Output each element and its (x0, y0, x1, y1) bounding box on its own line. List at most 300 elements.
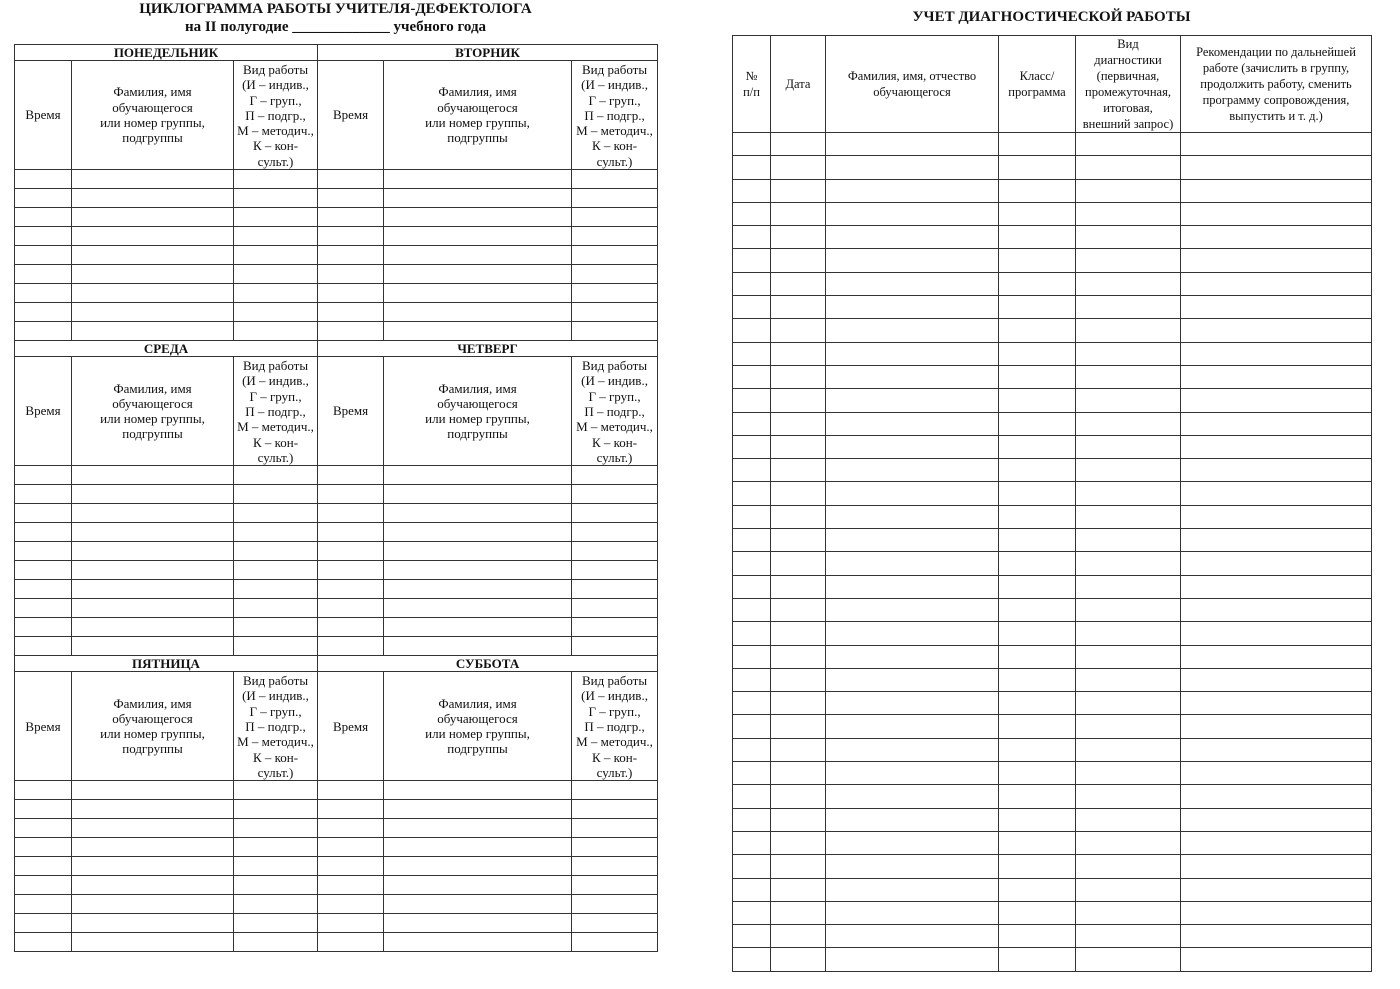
schedule-entry-cell[interactable] (572, 914, 658, 933)
schedule-entry-cell[interactable] (318, 466, 384, 485)
diagnostics-entry-cell[interactable] (771, 738, 826, 761)
schedule-entry-cell[interactable] (15, 637, 72, 656)
diagnostics-entry-cell[interactable] (1076, 575, 1181, 598)
schedule-entry-cell[interactable] (318, 246, 384, 265)
schedule-entry-cell[interactable] (384, 523, 572, 542)
schedule-entry-cell[interactable] (72, 208, 234, 227)
schedule-entry-cell[interactable] (15, 561, 72, 580)
schedule-entry-cell[interactable] (572, 819, 658, 838)
schedule-entry-cell[interactable] (572, 265, 658, 284)
diagnostics-entry-cell[interactable] (733, 319, 771, 342)
diagnostics-entry-cell[interactable] (1181, 342, 1372, 365)
diagnostics-entry-cell[interactable] (826, 715, 999, 738)
diagnostics-entry-cell[interactable] (733, 855, 771, 878)
diagnostics-entry-cell[interactable] (733, 296, 771, 319)
diagnostics-entry-cell[interactable] (771, 668, 826, 691)
diagnostics-entry-cell[interactable] (771, 202, 826, 225)
schedule-entry-cell[interactable] (318, 265, 384, 284)
diagnostics-entry-cell[interactable] (1181, 738, 1372, 761)
diagnostics-entry-cell[interactable] (733, 505, 771, 528)
schedule-entry-cell[interactable] (234, 781, 318, 800)
diagnostics-entry-cell[interactable] (826, 272, 999, 295)
schedule-entry-cell[interactable] (15, 208, 72, 227)
schedule-entry-cell[interactable] (72, 561, 234, 580)
diagnostics-entry-cell[interactable] (733, 156, 771, 179)
schedule-entry-cell[interactable] (72, 542, 234, 561)
diagnostics-entry-cell[interactable] (826, 179, 999, 202)
schedule-entry-cell[interactable] (234, 618, 318, 637)
schedule-entry-cell[interactable] (572, 637, 658, 656)
schedule-entry-cell[interactable] (572, 800, 658, 819)
diagnostics-entry-cell[interactable] (771, 715, 826, 738)
diagnostics-entry-cell[interactable] (1076, 785, 1181, 808)
schedule-entry-cell[interactable] (572, 485, 658, 504)
diagnostics-entry-cell[interactable] (999, 156, 1076, 179)
diagnostics-entry-cell[interactable] (999, 133, 1076, 156)
diagnostics-entry-cell[interactable] (733, 948, 771, 971)
schedule-entry-cell[interactable] (234, 819, 318, 838)
diagnostics-entry-cell[interactable] (826, 412, 999, 435)
schedule-entry-cell[interactable] (15, 542, 72, 561)
schedule-entry-cell[interactable] (72, 303, 234, 322)
diagnostics-entry-cell[interactable] (733, 272, 771, 295)
schedule-entry-cell[interactable] (234, 800, 318, 819)
schedule-entry-cell[interactable] (318, 781, 384, 800)
diagnostics-entry-cell[interactable] (999, 598, 1076, 621)
diagnostics-entry-cell[interactable] (733, 901, 771, 924)
schedule-entry-cell[interactable] (234, 284, 318, 303)
diagnostics-entry-cell[interactable] (999, 552, 1076, 575)
schedule-entry-cell[interactable] (572, 561, 658, 580)
schedule-entry-cell[interactable] (318, 876, 384, 895)
schedule-entry-cell[interactable] (72, 781, 234, 800)
diagnostics-entry-cell[interactable] (1181, 831, 1372, 854)
diagnostics-entry-cell[interactable] (826, 133, 999, 156)
diagnostics-entry-cell[interactable] (771, 342, 826, 365)
diagnostics-entry-cell[interactable] (771, 925, 826, 948)
diagnostics-entry-cell[interactable] (1181, 785, 1372, 808)
schedule-entry-cell[interactable] (72, 246, 234, 265)
schedule-entry-cell[interactable] (572, 838, 658, 857)
diagnostics-entry-cell[interactable] (1181, 552, 1372, 575)
diagnostics-entry-cell[interactable] (733, 226, 771, 249)
diagnostics-entry-cell[interactable] (771, 459, 826, 482)
diagnostics-entry-cell[interactable] (999, 948, 1076, 971)
diagnostics-entry-cell[interactable] (771, 435, 826, 458)
schedule-entry-cell[interactable] (72, 637, 234, 656)
schedule-entry-cell[interactable] (572, 189, 658, 208)
diagnostics-entry-cell[interactable] (999, 296, 1076, 319)
schedule-entry-cell[interactable] (384, 189, 572, 208)
diagnostics-entry-cell[interactable] (1181, 412, 1372, 435)
diagnostics-entry-cell[interactable] (771, 133, 826, 156)
schedule-entry-cell[interactable] (15, 800, 72, 819)
diagnostics-entry-cell[interactable] (999, 762, 1076, 785)
diagnostics-entry-cell[interactable] (1181, 948, 1372, 971)
diagnostics-entry-cell[interactable] (826, 342, 999, 365)
schedule-entry-cell[interactable] (318, 914, 384, 933)
schedule-entry-cell[interactable] (318, 303, 384, 322)
schedule-entry-cell[interactable] (234, 523, 318, 542)
diagnostics-entry-cell[interactable] (1181, 855, 1372, 878)
schedule-entry-cell[interactable] (72, 876, 234, 895)
schedule-entry-cell[interactable] (572, 933, 658, 952)
diagnostics-entry-cell[interactable] (771, 855, 826, 878)
schedule-entry-cell[interactable] (384, 561, 572, 580)
schedule-entry-cell[interactable] (234, 914, 318, 933)
diagnostics-entry-cell[interactable] (999, 692, 1076, 715)
schedule-entry-cell[interactable] (15, 599, 72, 618)
diagnostics-entry-cell[interactable] (1076, 715, 1181, 738)
schedule-entry-cell[interactable] (572, 580, 658, 599)
diagnostics-entry-cell[interactable] (733, 715, 771, 738)
diagnostics-entry-cell[interactable] (1181, 925, 1372, 948)
diagnostics-entry-cell[interactable] (1181, 668, 1372, 691)
schedule-entry-cell[interactable] (72, 227, 234, 246)
diagnostics-entry-cell[interactable] (1076, 435, 1181, 458)
schedule-entry-cell[interactable] (318, 580, 384, 599)
schedule-entry-cell[interactable] (15, 914, 72, 933)
schedule-entry-cell[interactable] (572, 246, 658, 265)
diagnostics-entry-cell[interactable] (1181, 715, 1372, 738)
schedule-entry-cell[interactable] (384, 485, 572, 504)
schedule-entry-cell[interactable] (72, 857, 234, 876)
diagnostics-entry-cell[interactable] (1076, 878, 1181, 901)
diagnostics-entry-cell[interactable] (826, 668, 999, 691)
diagnostics-entry-cell[interactable] (1181, 179, 1372, 202)
diagnostics-entry-cell[interactable] (1076, 668, 1181, 691)
diagnostics-entry-cell[interactable] (771, 272, 826, 295)
schedule-entry-cell[interactable] (318, 838, 384, 857)
diagnostics-entry-cell[interactable] (771, 901, 826, 924)
diagnostics-entry-cell[interactable] (733, 179, 771, 202)
diagnostics-entry-cell[interactable] (826, 598, 999, 621)
schedule-entry-cell[interactable] (384, 857, 572, 876)
schedule-entry-cell[interactable] (572, 523, 658, 542)
schedule-entry-cell[interactable] (572, 322, 658, 341)
diagnostics-entry-cell[interactable] (999, 715, 1076, 738)
schedule-entry-cell[interactable] (72, 504, 234, 523)
schedule-entry-cell[interactable] (318, 637, 384, 656)
diagnostics-entry-cell[interactable] (1181, 762, 1372, 785)
schedule-entry-cell[interactable] (234, 838, 318, 857)
schedule-entry-cell[interactable] (318, 819, 384, 838)
schedule-entry-cell[interactable] (384, 227, 572, 246)
diagnostics-entry-cell[interactable] (733, 762, 771, 785)
diagnostics-entry-cell[interactable] (826, 925, 999, 948)
diagnostics-entry-cell[interactable] (771, 831, 826, 854)
schedule-entry-cell[interactable] (384, 542, 572, 561)
diagnostics-entry-cell[interactable] (1076, 459, 1181, 482)
schedule-entry-cell[interactable] (384, 322, 572, 341)
diagnostics-entry-cell[interactable] (771, 575, 826, 598)
diagnostics-entry-cell[interactable] (999, 901, 1076, 924)
schedule-entry-cell[interactable] (15, 819, 72, 838)
diagnostics-entry-cell[interactable] (733, 529, 771, 552)
schedule-entry-cell[interactable] (72, 819, 234, 838)
diagnostics-entry-cell[interactable] (771, 389, 826, 412)
diagnostics-entry-cell[interactable] (1076, 831, 1181, 854)
diagnostics-entry-cell[interactable] (1076, 319, 1181, 342)
diagnostics-entry-cell[interactable] (1181, 878, 1372, 901)
schedule-entry-cell[interactable] (234, 466, 318, 485)
schedule-entry-cell[interactable] (15, 170, 72, 189)
diagnostics-entry-cell[interactable] (771, 156, 826, 179)
diagnostics-entry-cell[interactable] (1076, 179, 1181, 202)
schedule-entry-cell[interactable] (572, 208, 658, 227)
schedule-entry-cell[interactable] (384, 466, 572, 485)
schedule-entry-cell[interactable] (72, 914, 234, 933)
schedule-entry-cell[interactable] (384, 265, 572, 284)
schedule-entry-cell[interactable] (15, 246, 72, 265)
diagnostics-entry-cell[interactable] (999, 808, 1076, 831)
schedule-entry-cell[interactable] (15, 284, 72, 303)
diagnostics-entry-cell[interactable] (999, 622, 1076, 645)
diagnostics-entry-cell[interactable] (1181, 202, 1372, 225)
diagnostics-entry-cell[interactable] (733, 482, 771, 505)
diagnostics-entry-cell[interactable] (733, 808, 771, 831)
diagnostics-entry-cell[interactable] (733, 133, 771, 156)
diagnostics-entry-cell[interactable] (733, 645, 771, 668)
schedule-entry-cell[interactable] (15, 857, 72, 876)
diagnostics-entry-cell[interactable] (826, 435, 999, 458)
schedule-entry-cell[interactable] (318, 523, 384, 542)
schedule-entry-cell[interactable] (15, 303, 72, 322)
diagnostics-entry-cell[interactable] (1076, 226, 1181, 249)
schedule-entry-cell[interactable] (234, 895, 318, 914)
schedule-entry-cell[interactable] (572, 170, 658, 189)
diagnostics-entry-cell[interactable] (999, 668, 1076, 691)
schedule-entry-cell[interactable] (572, 542, 658, 561)
diagnostics-entry-cell[interactable] (1181, 529, 1372, 552)
diagnostics-entry-cell[interactable] (826, 738, 999, 761)
schedule-entry-cell[interactable] (72, 895, 234, 914)
schedule-entry-cell[interactable] (384, 781, 572, 800)
schedule-entry-cell[interactable] (72, 284, 234, 303)
diagnostics-entry-cell[interactable] (826, 692, 999, 715)
diagnostics-entry-cell[interactable] (733, 202, 771, 225)
schedule-entry-cell[interactable] (15, 504, 72, 523)
diagnostics-entry-cell[interactable] (733, 459, 771, 482)
diagnostics-entry-cell[interactable] (1181, 692, 1372, 715)
schedule-entry-cell[interactable] (15, 189, 72, 208)
schedule-entry-cell[interactable] (15, 781, 72, 800)
diagnostics-entry-cell[interactable] (733, 785, 771, 808)
schedule-entry-cell[interactable] (15, 523, 72, 542)
diagnostics-entry-cell[interactable] (826, 226, 999, 249)
schedule-entry-cell[interactable] (318, 895, 384, 914)
schedule-entry-cell[interactable] (72, 933, 234, 952)
schedule-entry-cell[interactable] (318, 227, 384, 246)
schedule-entry-cell[interactable] (318, 504, 384, 523)
schedule-entry-cell[interactable] (234, 542, 318, 561)
diagnostics-entry-cell[interactable] (999, 319, 1076, 342)
schedule-entry-cell[interactable] (15, 466, 72, 485)
schedule-entry-cell[interactable] (15, 322, 72, 341)
schedule-entry-cell[interactable] (72, 618, 234, 637)
diagnostics-entry-cell[interactable] (733, 598, 771, 621)
diagnostics-entry-cell[interactable] (1181, 575, 1372, 598)
schedule-entry-cell[interactable] (15, 485, 72, 504)
diagnostics-entry-cell[interactable] (1076, 272, 1181, 295)
diagnostics-entry-cell[interactable] (771, 319, 826, 342)
schedule-entry-cell[interactable] (15, 838, 72, 857)
diagnostics-entry-cell[interactable] (1076, 622, 1181, 645)
schedule-entry-cell[interactable] (318, 284, 384, 303)
diagnostics-entry-cell[interactable] (826, 202, 999, 225)
diagnostics-entry-cell[interactable] (733, 342, 771, 365)
schedule-entry-cell[interactable] (72, 466, 234, 485)
schedule-entry-cell[interactable] (72, 322, 234, 341)
schedule-entry-cell[interactable] (572, 303, 658, 322)
schedule-entry-cell[interactable] (318, 322, 384, 341)
diagnostics-entry-cell[interactable] (733, 575, 771, 598)
schedule-entry-cell[interactable] (72, 838, 234, 857)
diagnostics-entry-cell[interactable] (771, 645, 826, 668)
diagnostics-entry-cell[interactable] (1076, 412, 1181, 435)
diagnostics-entry-cell[interactable] (826, 505, 999, 528)
diagnostics-entry-cell[interactable] (1076, 901, 1181, 924)
schedule-entry-cell[interactable] (384, 303, 572, 322)
diagnostics-entry-cell[interactable] (1076, 552, 1181, 575)
diagnostics-entry-cell[interactable] (1076, 738, 1181, 761)
diagnostics-entry-cell[interactable] (999, 389, 1076, 412)
diagnostics-entry-cell[interactable] (1076, 692, 1181, 715)
schedule-entry-cell[interactable] (318, 599, 384, 618)
schedule-entry-cell[interactable] (234, 227, 318, 246)
schedule-entry-cell[interactable] (384, 876, 572, 895)
diagnostics-entry-cell[interactable] (771, 598, 826, 621)
schedule-entry-cell[interactable] (72, 800, 234, 819)
schedule-entry-cell[interactable] (572, 599, 658, 618)
diagnostics-entry-cell[interactable] (771, 762, 826, 785)
diagnostics-entry-cell[interactable] (999, 226, 1076, 249)
diagnostics-entry-cell[interactable] (826, 575, 999, 598)
diagnostics-entry-cell[interactable] (771, 948, 826, 971)
schedule-entry-cell[interactable] (234, 265, 318, 284)
schedule-entry-cell[interactable] (234, 857, 318, 876)
diagnostics-entry-cell[interactable] (733, 365, 771, 388)
schedule-entry-cell[interactable] (72, 189, 234, 208)
schedule-entry-cell[interactable] (572, 857, 658, 876)
schedule-entry-cell[interactable] (15, 265, 72, 284)
diagnostics-entry-cell[interactable] (999, 272, 1076, 295)
diagnostics-entry-cell[interactable] (733, 389, 771, 412)
diagnostics-entry-cell[interactable] (1181, 598, 1372, 621)
schedule-entry-cell[interactable] (234, 208, 318, 227)
diagnostics-entry-cell[interactable] (733, 878, 771, 901)
diagnostics-entry-cell[interactable] (1076, 925, 1181, 948)
diagnostics-entry-cell[interactable] (999, 435, 1076, 458)
diagnostics-entry-cell[interactable] (771, 622, 826, 645)
schedule-entry-cell[interactable] (318, 208, 384, 227)
schedule-entry-cell[interactable] (234, 504, 318, 523)
schedule-entry-cell[interactable] (384, 208, 572, 227)
diagnostics-entry-cell[interactable] (771, 878, 826, 901)
diagnostics-entry-cell[interactable] (826, 529, 999, 552)
diagnostics-entry-cell[interactable] (826, 459, 999, 482)
schedule-entry-cell[interactable] (318, 933, 384, 952)
schedule-entry-cell[interactable] (384, 914, 572, 933)
diagnostics-entry-cell[interactable] (1076, 645, 1181, 668)
schedule-entry-cell[interactable] (572, 876, 658, 895)
diagnostics-entry-cell[interactable] (826, 831, 999, 854)
diagnostics-entry-cell[interactable] (733, 692, 771, 715)
diagnostics-entry-cell[interactable] (999, 785, 1076, 808)
diagnostics-entry-cell[interactable] (1076, 529, 1181, 552)
schedule-entry-cell[interactable] (72, 523, 234, 542)
diagnostics-entry-cell[interactable] (733, 435, 771, 458)
diagnostics-entry-cell[interactable] (771, 226, 826, 249)
schedule-entry-cell[interactable] (234, 876, 318, 895)
schedule-entry-cell[interactable] (234, 303, 318, 322)
schedule-entry-cell[interactable] (15, 895, 72, 914)
schedule-entry-cell[interactable] (318, 485, 384, 504)
schedule-entry-cell[interactable] (572, 284, 658, 303)
diagnostics-entry-cell[interactable] (771, 505, 826, 528)
schedule-entry-cell[interactable] (72, 265, 234, 284)
schedule-entry-cell[interactable] (234, 485, 318, 504)
diagnostics-entry-cell[interactable] (1076, 389, 1181, 412)
diagnostics-entry-cell[interactable] (999, 878, 1076, 901)
schedule-entry-cell[interactable] (72, 170, 234, 189)
diagnostics-entry-cell[interactable] (999, 342, 1076, 365)
diagnostics-entry-cell[interactable] (826, 948, 999, 971)
diagnostics-entry-cell[interactable] (1076, 296, 1181, 319)
diagnostics-entry-cell[interactable] (771, 365, 826, 388)
schedule-entry-cell[interactable] (234, 322, 318, 341)
diagnostics-entry-cell[interactable] (826, 296, 999, 319)
schedule-entry-cell[interactable] (234, 561, 318, 580)
schedule-entry-cell[interactable] (572, 895, 658, 914)
diagnostics-entry-cell[interactable] (1076, 598, 1181, 621)
diagnostics-entry-cell[interactable] (771, 249, 826, 272)
diagnostics-entry-cell[interactable] (826, 319, 999, 342)
schedule-entry-cell[interactable] (72, 485, 234, 504)
diagnostics-entry-cell[interactable] (999, 855, 1076, 878)
diagnostics-entry-cell[interactable] (1181, 505, 1372, 528)
diagnostics-entry-cell[interactable] (1181, 389, 1372, 412)
diagnostics-entry-cell[interactable] (1181, 296, 1372, 319)
diagnostics-entry-cell[interactable] (1181, 901, 1372, 924)
diagnostics-entry-cell[interactable] (999, 412, 1076, 435)
schedule-entry-cell[interactable] (384, 637, 572, 656)
diagnostics-entry-cell[interactable] (1181, 319, 1372, 342)
diagnostics-entry-cell[interactable] (826, 808, 999, 831)
diagnostics-entry-cell[interactable] (733, 622, 771, 645)
diagnostics-entry-cell[interactable] (826, 156, 999, 179)
diagnostics-entry-cell[interactable] (999, 459, 1076, 482)
diagnostics-entry-cell[interactable] (999, 202, 1076, 225)
schedule-entry-cell[interactable] (15, 933, 72, 952)
diagnostics-entry-cell[interactable] (999, 529, 1076, 552)
schedule-entry-cell[interactable] (572, 227, 658, 246)
diagnostics-entry-cell[interactable] (1076, 855, 1181, 878)
diagnostics-entry-cell[interactable] (771, 179, 826, 202)
schedule-entry-cell[interactable] (15, 876, 72, 895)
diagnostics-entry-cell[interactable] (826, 785, 999, 808)
schedule-entry-cell[interactable] (384, 838, 572, 857)
diagnostics-entry-cell[interactable] (826, 878, 999, 901)
diagnostics-entry-cell[interactable] (826, 762, 999, 785)
schedule-entry-cell[interactable] (572, 466, 658, 485)
diagnostics-entry-cell[interactable] (1181, 482, 1372, 505)
diagnostics-entry-cell[interactable] (826, 901, 999, 924)
diagnostics-entry-cell[interactable] (826, 365, 999, 388)
diagnostics-entry-cell[interactable] (999, 575, 1076, 598)
schedule-entry-cell[interactable] (318, 170, 384, 189)
diagnostics-entry-cell[interactable] (733, 552, 771, 575)
